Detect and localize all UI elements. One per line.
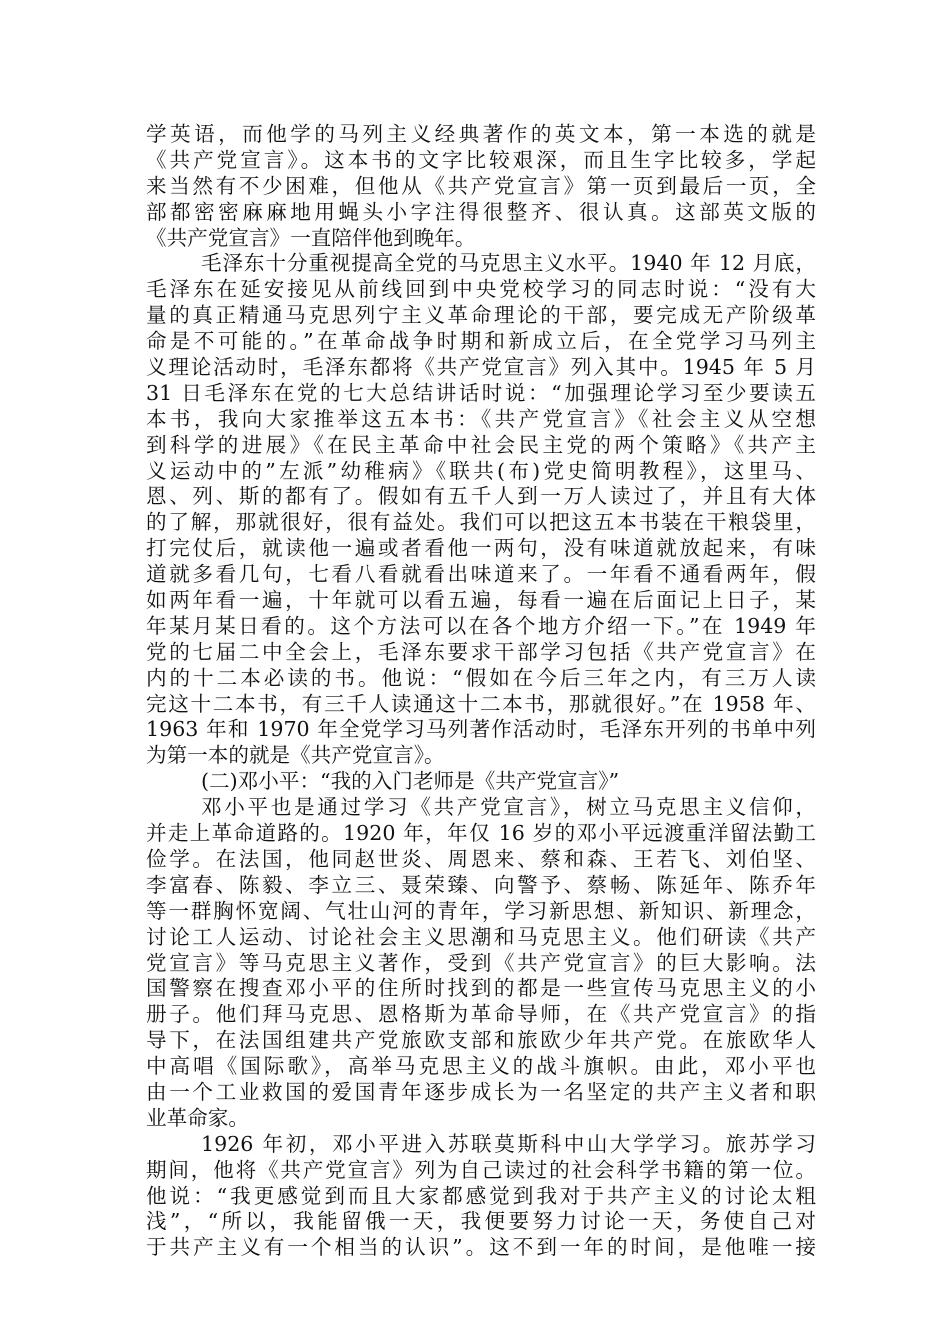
text-line: 完这十二本书，有三千人读通这十二本书，那就很好。”在 1958 年、 bbox=[146, 691, 816, 716]
text-line: 道就多看几句，七看八看就看出味道来了。一年看不通看两年，假 bbox=[146, 562, 816, 587]
text-line: 并走上革命道路的。1920 年，年仅 16 岁的邓小平远渡重洋留法勤工 bbox=[146, 821, 816, 846]
text-line: 册子。他们拜马克思、恩格斯为革命导师，在《共产党宣言》的指 bbox=[146, 1002, 816, 1027]
text-line: 浅”，“所以，我能留俄一天，我便要努力讨论一天，务使自己对 bbox=[146, 1209, 816, 1234]
text-line: 命是不可能的。”在革命战争时期和新成立后，在全党学习马列主 bbox=[146, 329, 816, 354]
text-line: 到科学的进展》《在民主革命中社会民主党的两个策略》《共产主 bbox=[146, 432, 816, 457]
text-line: 国警察在搜查邓小平的住所时找到的都是一些宣传马克思主义的小 bbox=[146, 976, 816, 1001]
text-line: 《共产党宣言》。这本书的文字比较艰深，而且生字比较多，学起 bbox=[146, 147, 816, 172]
text-line: 导下，在法国组建共产党旅欧支部和旅欧少年共产党。在旅欧华人 bbox=[146, 1028, 816, 1053]
text-line: 打完仗后，就读他一遍或者看他一两句，没有味道就放起来，有味 bbox=[146, 536, 816, 561]
text-line: 业革命家。 bbox=[146, 1105, 249, 1130]
text-line: 讨论工人运动、讨论社会主义思潮和马克思主义。他们研读《共产 bbox=[146, 924, 816, 949]
text-line: 邓小平也是通过学习《共产党宣言》，树立马克思主义信仰， bbox=[201, 795, 816, 820]
text-line: (二)邓小平：“我的入门老师是《共产党宣言》” bbox=[201, 769, 620, 794]
text-line: 期间，他将《共产党宣言》列为自己读过的社会科学书籍的第一位。 bbox=[146, 1157, 816, 1182]
text-line: 内的十二本必读的书。他说：“假如在今后三年之内，有三万人读 bbox=[146, 665, 816, 690]
text-line: 学英语，而他学的马列主义经典著作的英文本，第一本选的就是 bbox=[146, 122, 816, 146]
text-line: 毛泽东在延安接见从前线回到中央党校学习的同志时说：“没有大 bbox=[146, 277, 816, 302]
text-line: 量的真正精通马克思列宁主义革命理论的干部，要完成无产阶级革 bbox=[146, 303, 816, 328]
text-line: 年某月某日看的。这个方法可以在各个地方介绍一下。”在 1949 年 bbox=[146, 613, 816, 638]
text-line: 如两年看一遍，十年就可以看五遍，每看一遍在后面记上日子，某 bbox=[146, 588, 816, 613]
text-line: 《共产党宣言》一直陪伴他到晚年。 bbox=[146, 225, 476, 250]
text-line: 中高唱《国际歌》，高举马克思主义的战斗旗帜。由此，邓小平也 bbox=[146, 1054, 816, 1079]
text-line: 等一群胸怀宽阔、气壮山河的青年，学习新思想、新知识、新理念， bbox=[146, 898, 816, 923]
text-line: 他说：“我更感觉到而且大家都感觉到我对于共产主义的讨论太粗 bbox=[146, 1183, 816, 1208]
text-line: 恩、列、斯的都有了。假如有五千人到一万人读过了，并且有大体 bbox=[146, 484, 816, 509]
text-line: 的了解，那就很好，很有益处。我们可以把这五本书装在干粮袋里， bbox=[146, 510, 816, 535]
text-line: 义运动中的”左派”幼稚病》《联共(布)党史简明教程》，这里马、 bbox=[146, 458, 816, 483]
text-line: 党宣言》等马克思主义著作，受到《共产党宣言》的巨大影响。法 bbox=[146, 950, 816, 975]
text-line: 毛泽东十分重视提高全党的马克思主义水平。1940 年 12 月底， bbox=[201, 251, 816, 276]
body-text bbox=[146, 122, 816, 1261]
text-line: 部都密密麻麻地用蝇头小字注得很整齐、很认真。这部英文版的 bbox=[146, 199, 816, 224]
text-line: 于共产主义有一个相当的认识”。这不到一年的时间，是他唯一接 bbox=[146, 1235, 816, 1260]
text-line: 由一个工业救国的爱国青年逐步成长为一名坚定的共产主义者和职 bbox=[146, 1079, 816, 1104]
text-line: 为第一本的就是《共产党宣言》。 bbox=[146, 743, 445, 768]
text-line: 1963 年和 1970 年全党学习马列著作活动时，毛泽东开列的书单中列 bbox=[146, 717, 816, 742]
text-line: 来当然有不少困难，但他从《共产党宣言》第一页到最后一页，全 bbox=[146, 173, 816, 198]
text-line: 义理论活动时，毛泽东都将《共产党宣言》列入其中。1945 年 5 月 bbox=[146, 355, 816, 380]
text-line: 31 日毛泽东在党的七大总结讲话时说：“加强理论学习至少要读五 bbox=[146, 380, 816, 405]
text-line: 本书，我向大家推举这五本书：《共产党宣言》《社会主义从空想 bbox=[146, 406, 816, 431]
text-line: 李富春、陈毅、李立三、聂荣臻、向警予、蔡畅、陈延年、陈乔年 bbox=[146, 872, 816, 897]
text-line: 党的七届二中全会上，毛泽东要求干部学习包括《共产党宣言》在 bbox=[146, 639, 816, 664]
text-line: 俭学。在法国，他同赵世炎、周恩来、蔡和森、王若飞、刘伯坚、 bbox=[146, 846, 816, 871]
text-line: 1926 年初，邓小平进入苏联莫斯科中山大学学习。旅苏学习 bbox=[201, 1131, 816, 1156]
